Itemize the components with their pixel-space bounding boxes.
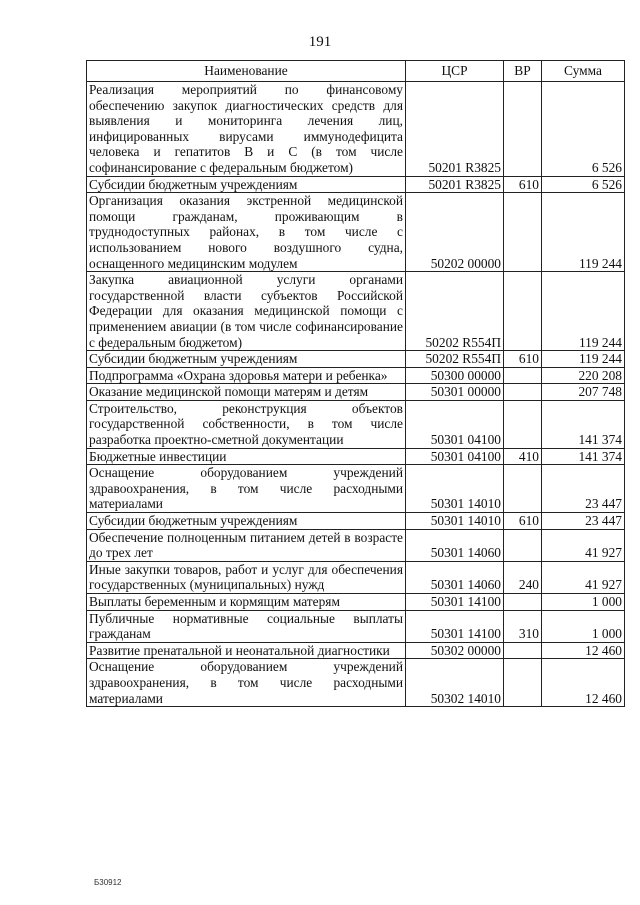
cell-sum: 119 244 <box>542 193 625 272</box>
cell-vr <box>504 367 542 384</box>
cell-name: Субсидии бюджетным учреждениям <box>87 351 406 368</box>
cell-sum: 207 748 <box>542 384 625 401</box>
cell-csr: 50201 R3825 <box>406 176 504 193</box>
cell-csr: 50202 00000 <box>406 193 504 272</box>
table-row <box>87 659 625 707</box>
cell-name: Строительство, реконструкция объектов государственной собственности, в том числе разработка проектно-сметной документации <box>87 400 406 448</box>
cell-name: Выплаты беременным и кормящим матерям <box>87 594 406 611</box>
cell-name: Развитие пренатальной и неонатальной диагностики <box>87 642 406 659</box>
page-number: 191 <box>308 34 332 50</box>
cell-vr <box>504 384 542 401</box>
cell-vr: 610 <box>504 176 542 193</box>
table-row <box>87 193 625 272</box>
cell-name: Обеспечение полноценным питанием детей в возрасте до трех лет <box>87 529 406 561</box>
cell-csr: 50302 14010 <box>406 659 504 707</box>
cell-name: Организация оказания экстренной медицинской помощи гражданам, проживающим в труднодоступных районах, в том числе с использованием нового воздушного судна, оснащенного медицинским модулем <box>87 193 406 272</box>
header-vr: ВР <box>504 61 542 82</box>
table-row <box>87 465 625 513</box>
cell-name: Оказание медицинской помощи матерям и детям <box>87 384 406 401</box>
table-row <box>87 529 625 561</box>
cell-csr: 50301 04100 <box>406 400 504 448</box>
cell-vr <box>504 594 542 611</box>
table-row <box>87 351 625 368</box>
cell-csr: 50202 R554П <box>406 272 504 351</box>
cell-csr: 50301 14010 <box>406 465 504 513</box>
table-row <box>87 384 625 401</box>
table-header-row <box>87 61 625 82</box>
cell-vr <box>504 193 542 272</box>
cell-sum: 23 447 <box>542 513 625 530</box>
table-row <box>87 272 625 351</box>
cell-csr: 50300 00000 <box>406 367 504 384</box>
cell-sum: 119 244 <box>542 351 625 368</box>
cell-sum: 23 447 <box>542 465 625 513</box>
header-sum: Сумма <box>542 61 625 82</box>
cell-sum: 41 927 <box>542 529 625 561</box>
cell-sum: 1 000 <box>542 610 625 642</box>
table-row <box>87 448 625 465</box>
cell-name: Бюджетные инвестиции <box>87 448 406 465</box>
cell-csr: 50201 R3825 <box>406 82 504 177</box>
cell-name: Реализация мероприятий по финансовому обеспечению закупок диагностических средств для выявления и мониторинга лечения лиц, инфицированных вирусами иммунодефицита человека и гепатитов В и С (в том числе софинансирование с федеральным бюджетом) <box>87 82 406 177</box>
table-row <box>87 367 625 384</box>
cell-sum: 220 208 <box>542 367 625 384</box>
table-row <box>87 561 625 593</box>
budget-table <box>86 60 625 707</box>
cell-vr <box>504 272 542 351</box>
cell-vr <box>504 642 542 659</box>
header-csr: ЦСР <box>406 61 504 82</box>
cell-sum: 1 000 <box>542 594 625 611</box>
cell-name: Оснащение оборудованием учреждений здравоохранения, в том числе расходными материалами <box>87 659 406 707</box>
cell-csr: 50301 14060 <box>406 529 504 561</box>
cell-sum: 141 374 <box>542 400 625 448</box>
cell-csr: 50202 R554П <box>406 351 504 368</box>
table-row <box>87 176 625 193</box>
cell-csr: 50301 14100 <box>406 594 504 611</box>
footer-code: Б30912 <box>94 878 122 887</box>
cell-vr: 610 <box>504 513 542 530</box>
cell-vr <box>504 529 542 561</box>
cell-name: Подпрограмма «Охрана здоровья матери и ребенка» <box>87 367 406 384</box>
header-name: Наименование <box>87 61 406 82</box>
cell-sum: 141 374 <box>542 448 625 465</box>
table-row <box>87 513 625 530</box>
cell-name: Иные закупки товаров, работ и услуг для обеспечения государственных (муниципальных) нужд <box>87 561 406 593</box>
cell-name: Субсидии бюджетным учреждениям <box>87 513 406 530</box>
cell-vr <box>504 659 542 707</box>
cell-vr <box>504 82 542 177</box>
cell-csr: 50301 14100 <box>406 610 504 642</box>
cell-sum: 6 526 <box>542 176 625 193</box>
cell-sum: 12 460 <box>542 642 625 659</box>
cell-csr: 50301 14060 <box>406 561 504 593</box>
cell-vr: 310 <box>504 610 542 642</box>
cell-csr: 50302 00000 <box>406 642 504 659</box>
cell-sum: 119 244 <box>542 272 625 351</box>
cell-name: Субсидии бюджетным учреждениям <box>87 176 406 193</box>
cell-sum: 12 460 <box>542 659 625 707</box>
cell-sum: 41 927 <box>542 561 625 593</box>
cell-csr: 50301 14010 <box>406 513 504 530</box>
table-row <box>87 82 625 177</box>
cell-vr: 410 <box>504 448 542 465</box>
cell-sum: 6 526 <box>542 82 625 177</box>
cell-name: Публичные нормативные социальные выплаты гражданам <box>87 610 406 642</box>
cell-vr: 610 <box>504 351 542 368</box>
cell-csr: 50301 00000 <box>406 384 504 401</box>
table-row <box>87 610 625 642</box>
table-row <box>87 594 625 611</box>
cell-vr <box>504 465 542 513</box>
cell-vr: 240 <box>504 561 542 593</box>
table-row <box>87 400 625 448</box>
cell-vr <box>504 400 542 448</box>
cell-csr: 50301 04100 <box>406 448 504 465</box>
cell-name: Закупка авиационной услуги органами государственной власти субъектов Российской Федерации для оказания медицинской помощи с применением авиации (в том числе софинансирование с федеральным бюджетом) <box>87 272 406 351</box>
table-row <box>87 642 625 659</box>
cell-name: Оснащение оборудованием учреждений здравоохранения, в том числе расходными материалами <box>87 465 406 513</box>
